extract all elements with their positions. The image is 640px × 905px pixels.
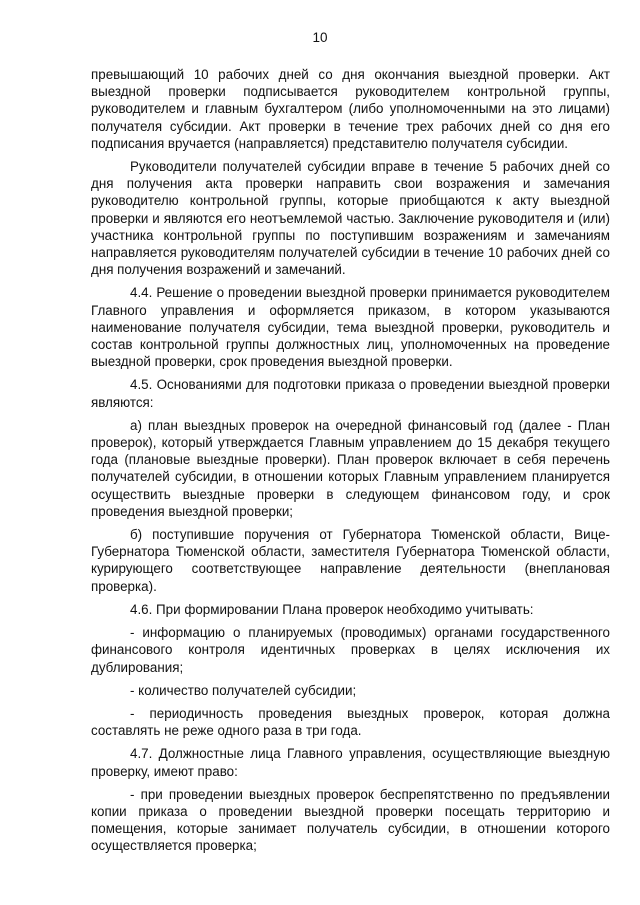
document-body: [91, 66, 610, 861]
list-item-periodicity: - периодичность проведения выездных проверок, которая должна составлять не реже одного раза в три года.: [91, 705, 610, 739]
paragraph-objections: Руководители получателей субсидии вправе в течение 5 рабочих дней со дня получения акта проверки направить свои возражения и замечания руководителю контрольной группы, которые приобщаются к акту выездной проверки и являются его неотъемлемой частью. Заключение руководителя и (или) участника контрольной группы по поступившим возражениям и замечаниям направляется руководителям получателей субсидии в течение 10 рабочих дней со дня получения возражений и замечаний.: [91, 159, 610, 278]
paragraph-4-7: 4.7. Должностные лица Главного управления, осуществляющие выездную проверку, имеют право:: [91, 746, 610, 779]
paragraph-4-5: 4.5. Основаниями для подготовки приказа о проведении выездной проверки являются:: [91, 377, 610, 410]
paragraph-4-4: 4.4. Решение о проведении выездной проверки принимается руководителем Главного управления и оформляется приказом, в котором указываются наименование получателя субсидии, тема выездной проверки, руководитель и состав контрольной группы должностных лиц, уполномоченных на проведение выездной проверки, срок проведения выездной проверки.: [91, 285, 610, 370]
list-item-access-rights: - при проведении выездных проверок беспрепятственно по предъявлении копии приказа о проведении выездной проверки посещать территорию и помещения, которые занимает получатель субсидии, в отношении которого осуществляется проверка;: [91, 786, 610, 854]
list-item-count: - количество получателей субсидии;: [130, 682, 357, 698]
paragraph-continuation: превышающий 10 рабочих дней со дня окончания выездной проверки. Акт выездной проверки подписывается руководителем контрольной группы, руководителем и главным бухгалтером (либо уполномоченными на это лицами) получателя субсидии. Акт проверки в течение трех рабочих дней со дня его подписания вручается (направляется) представителю получателя субсидии.: [91, 67, 610, 151]
paragraph-4-5-b: б) поступившие поручения от Губернатора Тюменской области, Вице-Губернатора Тюменской области, заместителя Губернатора Тюменской области, курирующего соответствующее направление деятельности (внеплановая проверка).: [91, 527, 610, 594]
paragraph-4-6: 4.6. При формировании Плана проверок необходимо учитывать:: [130, 601, 534, 617]
page-number: 10: [312, 30, 328, 45]
paragraph-4-5-a: а) план выездных проверок на очередной финансовый год (далее - План проверок), который утверждается Главным управлением до 15 декабря текущего года (плановые выездные проверки). План проверок включает в себя перечень получателей субсидии, в отношении которых Главным управлением планируется осуществить выездные проверки в следующем финансовом году, и срок проведения выездной проверки;: [91, 417, 610, 519]
list-item-information: - информацию о планируемых (проводимых) органами государственного финансового контроля идентичных проверках в целях исключения их дублирования;: [91, 625, 610, 675]
